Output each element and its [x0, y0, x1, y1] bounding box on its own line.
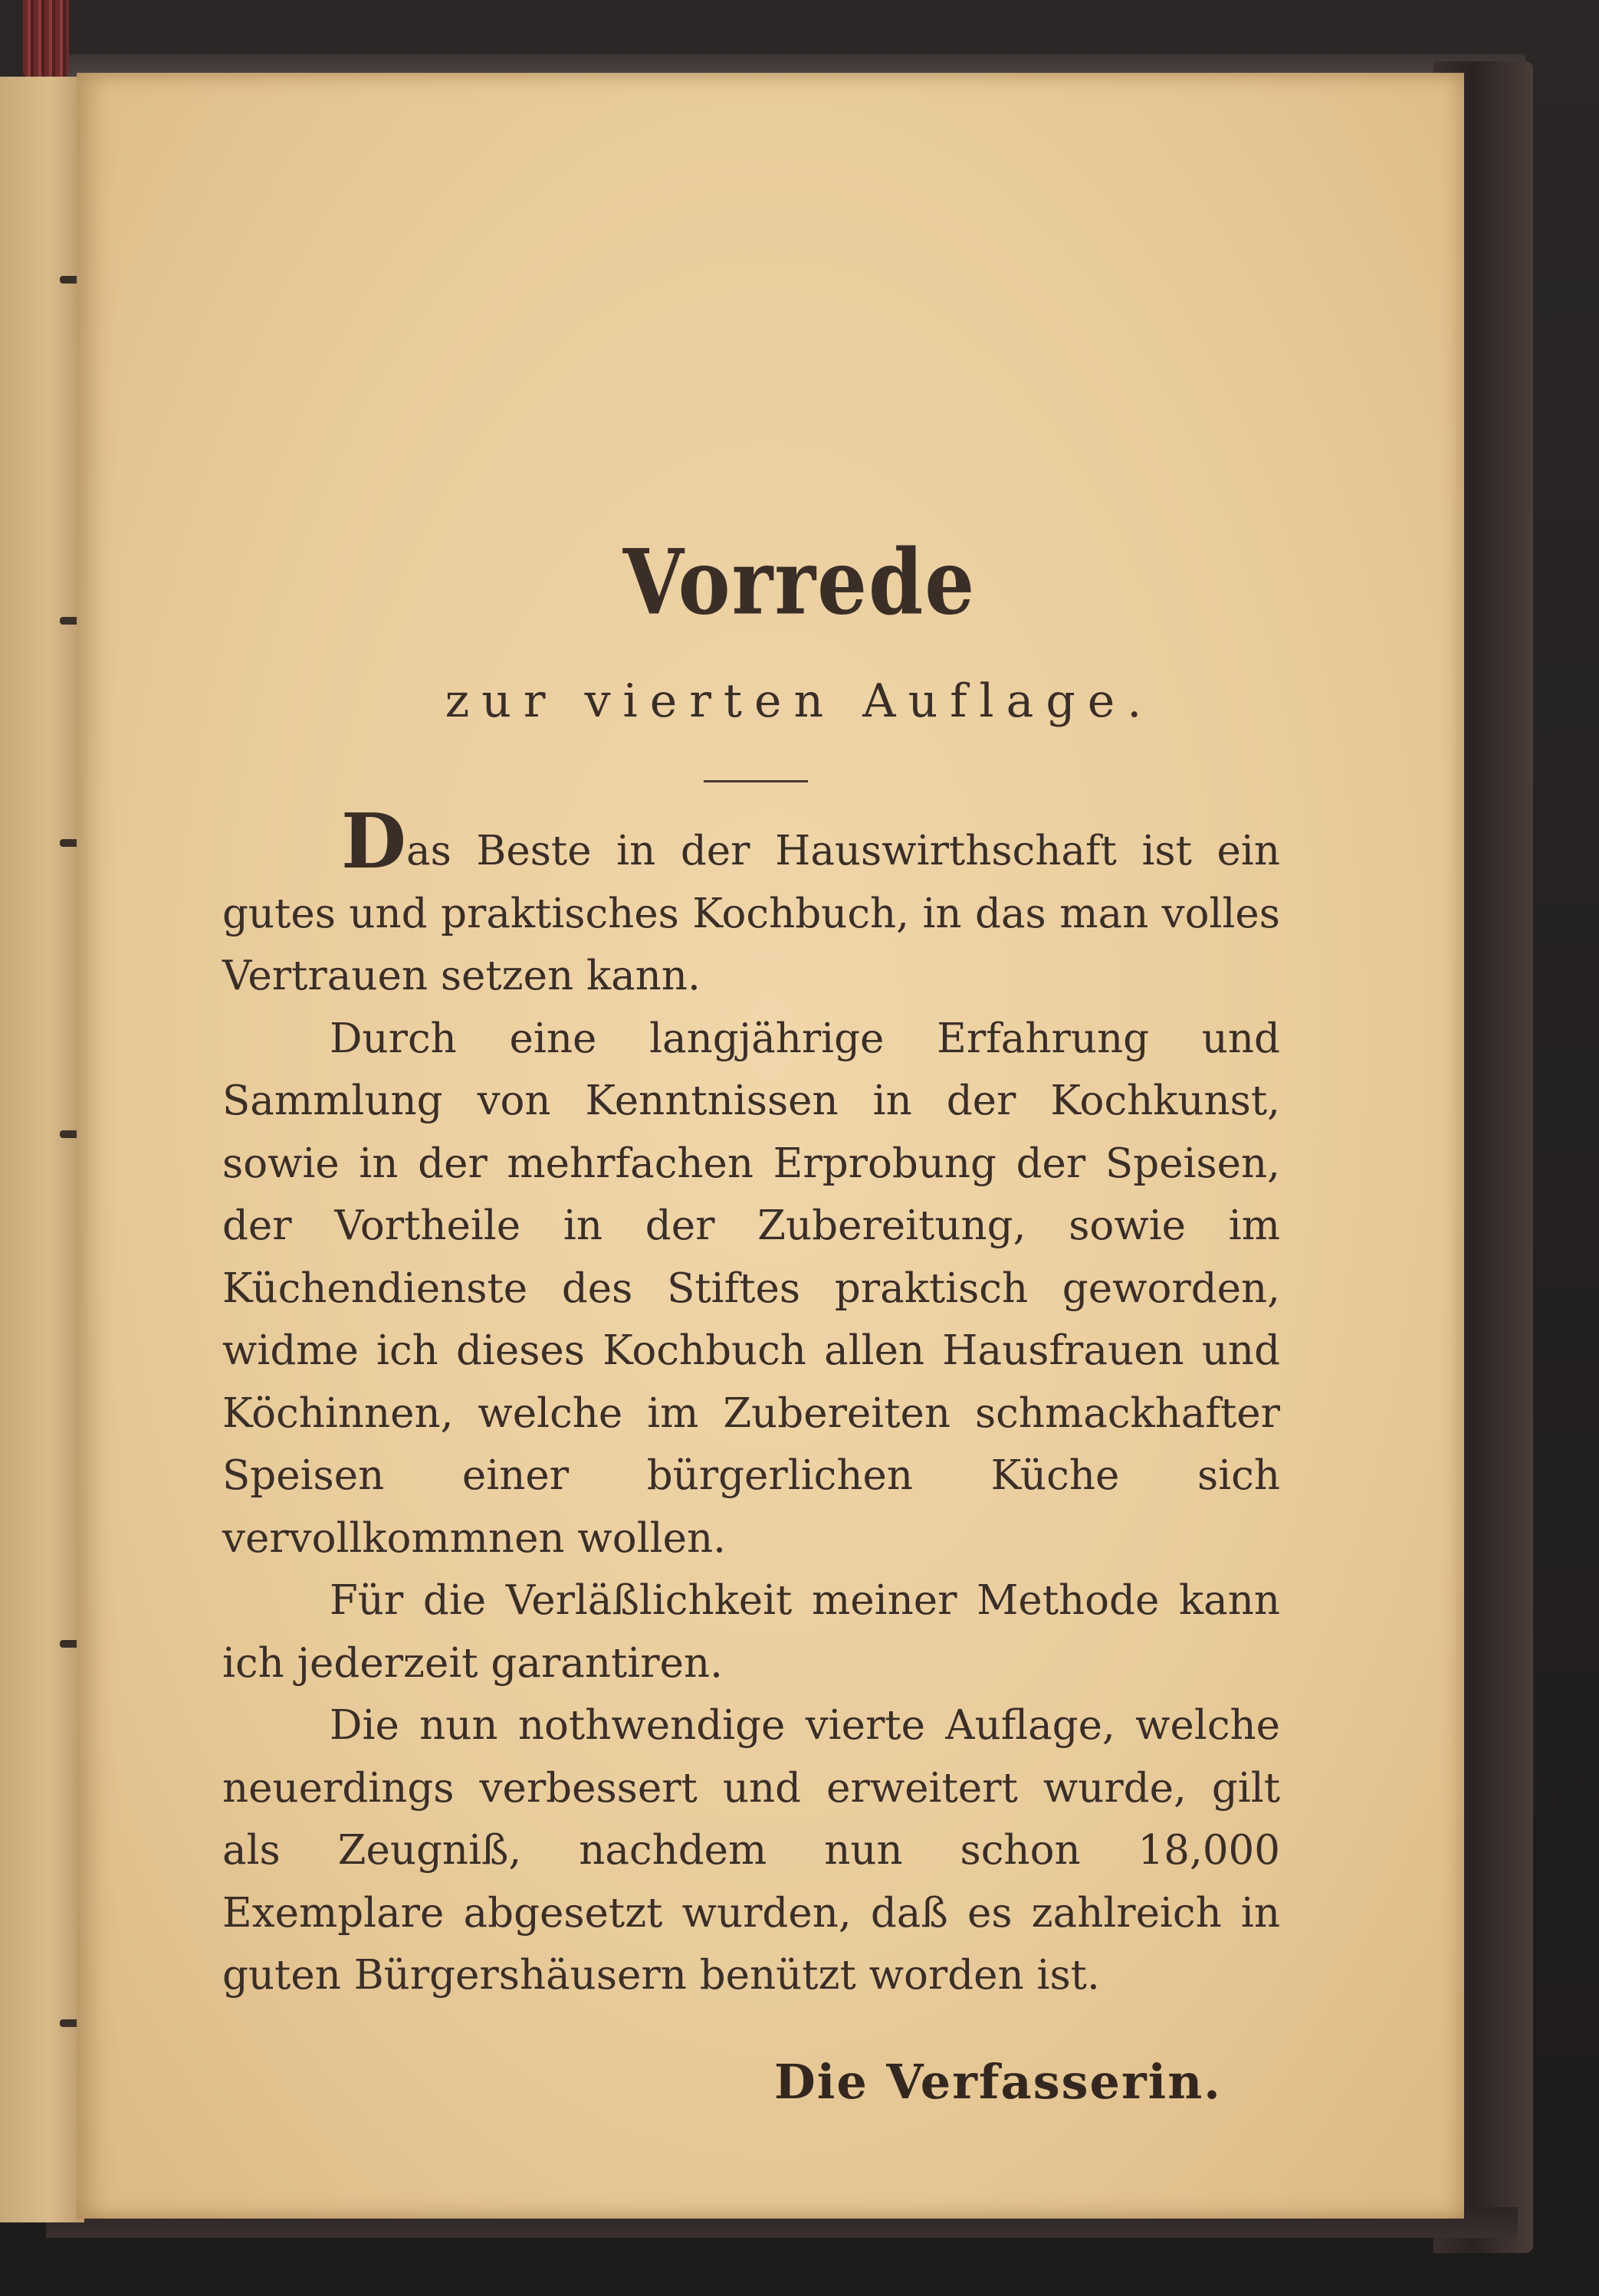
- drop-cap: D: [341, 798, 406, 886]
- bookmark-ribbon: [23, 0, 69, 77]
- paragraph-text: as Beste in der Hauswirthschaft ist ein gutes und praktisches Kochbuch, in das man volles Vertrauen setzen kann.: [222, 828, 1280, 999]
- paragraph: [222, 798, 1280, 1008]
- paragraph: Die nun nothwendige vierte Auflage, welche neuerdings verbessert und erweitert wurde, gilt als Zeugniß, nachdem nun schon 18,000 Exemplare abgesetzt wurden, daß es zahlreich in guten Bürgershäusern benützt worden ist.: [222, 1702, 1280, 1999]
- previous-page-edge: [0, 77, 84, 2222]
- paragraph: Für die Verläßlichkeit meiner Methode kann ich jederzeit garantiren.: [222, 1577, 1280, 1687]
- signature: Die Verfasserin.: [774, 2054, 1222, 2110]
- body-text: [222, 798, 1280, 2007]
- title-divider: [704, 780, 808, 782]
- page-title: Vorrede: [622, 530, 977, 635]
- page-subtitle: zur vierten Auflage.: [445, 674, 1154, 728]
- paragraph: Durch eine langjährige Erfahrung und Sammlung von Kenntnissen in der Kochkunst, sowie in der mehrfachen Erprobung der Speisen, der Vortheile in der Zubereitung, sowie im Küchendienste des Stiftes praktisch geworden, widme ich dieses Kochbuch allen Hausfrauen und Köchinnen, welche im Zubereiten schmackhafter Speisen einer bürgerlichen Küche sich vervollkommnen wollen.: [222, 1015, 1280, 1562]
